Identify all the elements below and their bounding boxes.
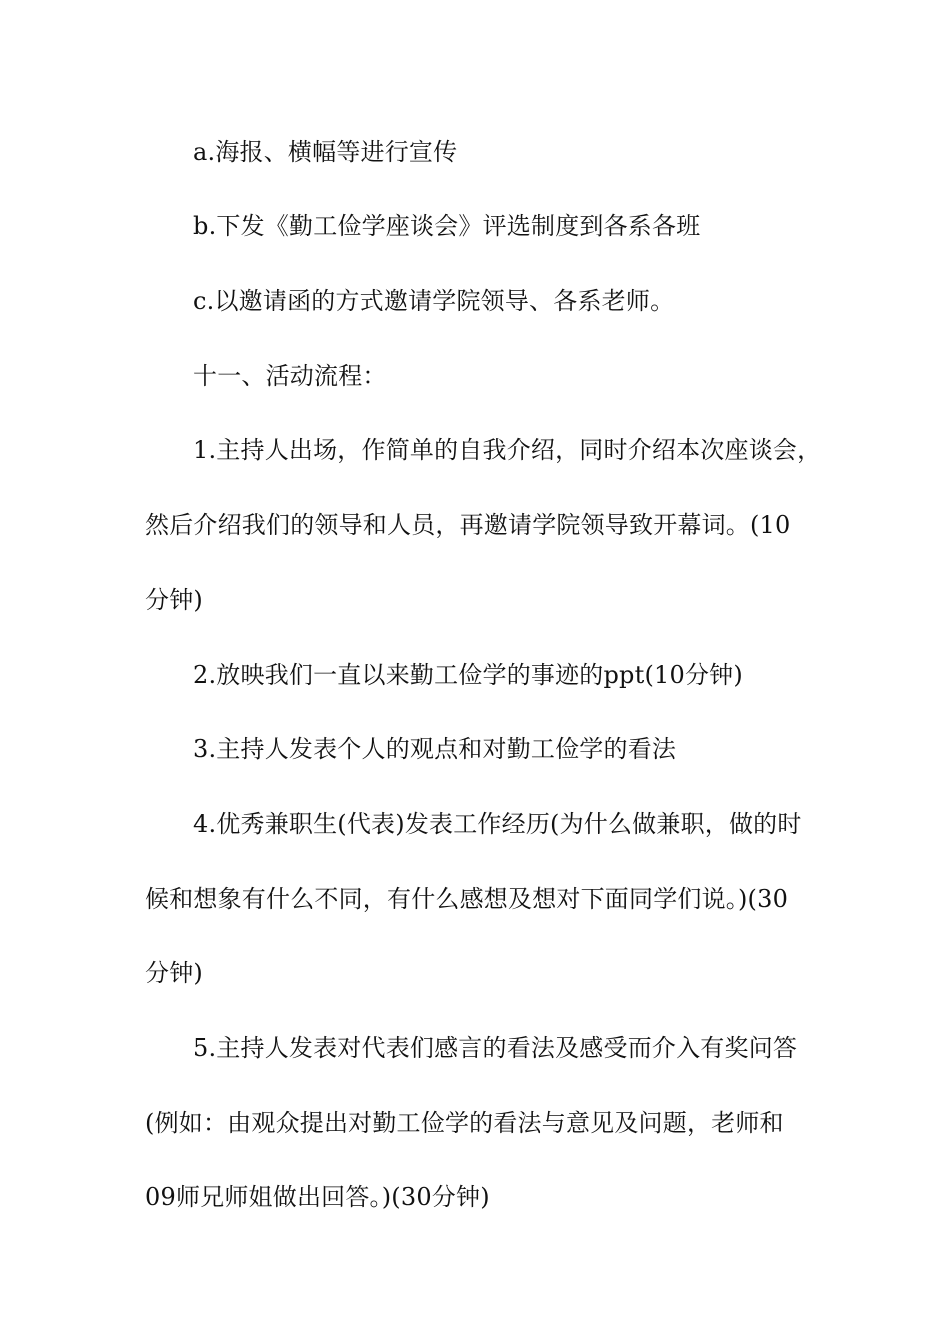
text-line-issue-rules: b.下发《勤工俭学座谈会》评选制度到各系各班 (193, 212, 701, 240)
text-line-step-4: 4.优秀兼职生(代表)发表工作经历(为什么做兼职，做的时 (193, 810, 802, 838)
section-heading-activity-flow: 十一、活动流程： (193, 362, 387, 390)
text-line-step-1: 1.主持人出场，作简单的自我介绍，同时介绍本次座谈会， (193, 436, 822, 464)
text-line-step-2: 2.放映我们一直以来勤工俭学的事迹的ppt(10分钟) (193, 661, 743, 689)
text-line-step-3: 3.主持人发表个人的观点和对勤工俭学的看法 (193, 735, 677, 763)
text-line-step-5-cont: (例如：由观众提出对勤工俭学的看法与意见及问题，老师和 (145, 1109, 784, 1137)
text-line-step-5: 5.主持人发表对代表们感言的看法及感受而介入有奖问答 (193, 1034, 798, 1062)
text-line-publicity-posters: a.海报、横幅等进行宣传 (193, 138, 458, 166)
text-line-step-1-duration: 分钟) (145, 586, 203, 614)
text-line-step-5-end: 09师兄师姐做出回答。)(30分钟) (145, 1183, 490, 1211)
text-line-step-4-duration: 分钟) (145, 959, 203, 987)
text-line-invitation: c.以邀请函的方式邀请学院领导、各系老师。 (193, 287, 675, 315)
text-line-step-1-cont: 然后介绍我们的领导和人员，再邀请学院领导致开幕词。(10 (145, 511, 791, 539)
text-line-step-4-cont: 候和想象有什么不同，有什么感想及想对下面同学们说。)(30 (145, 885, 789, 913)
